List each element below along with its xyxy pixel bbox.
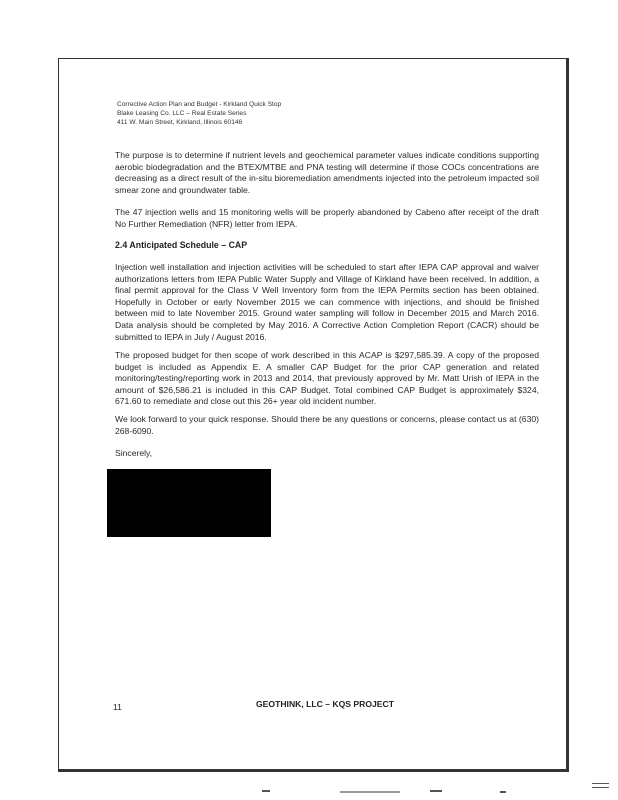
section-heading: 2.4 Anticipated Schedule – CAP [115, 240, 248, 250]
paragraph-schedule: Injection well installation and injection activities will be scheduled to start after IEPA CAP approval and waiver authorizations letters from IEPA Public Water Supply and Village of Kirkland have been received. In addition, a final permit approval for the Class V Well Inventory form from the IEPA Permits section has been obtained. Hopefully in October or early November 2015 we can commence with injections, and should be finished between mid to late November 2015. Ground water sampling will follow in December 2015 and March 2016. Data analysis should be completed by May 2016. A Corrective Action Completion Report (CACR) should be submitted to IEPA in July / August 2016. [115, 262, 539, 342]
scan-corner-mark [592, 783, 609, 788]
footer-company: GEOTHINK, LLC – KQS PROJECT [256, 699, 394, 709]
redacted-signature [107, 469, 271, 537]
page-number: 11 [113, 702, 122, 712]
header-line-project: Corrective Action Plan and Budget - Kirkland Quick Stop [117, 101, 282, 108]
document-header [117, 100, 477, 127]
header-line-client: Blake Leasing Co. LLC – Real Estate Series [117, 110, 247, 117]
closing-salutation: Sincerely, [115, 448, 153, 458]
header-line-address: 411 W. Main Street, Kirkland, Illinois 60146 [117, 119, 243, 126]
paragraph-budget: The proposed budget for then scope of work described in this ACAP is $297,585.39. A copy of the proposed budget is included as Appendix E. A smaller CAP Budget for the prior CAP generation and related monitoring/testing/reporting work in 2013 and 2014, that previously approved by Mr. Matt Urish of IEPA in the amount of $26,586.21 is included in this CAP Budget. Total combined CAP Budget is approximately $324, 671.60 to remediate and close out this 26+ year old incident number. [115, 350, 539, 407]
scan-artifact [430, 790, 442, 792]
scan-artifact [262, 790, 270, 792]
scan-artifact [340, 791, 400, 793]
scan-artifact [500, 791, 506, 793]
paragraph-purpose: The purpose is to determine if nutrient levels and geochemical parameter values indicate conditions supporting aerobic biodegradation and the BTEX/MTBE and PNA testing will determine if those COCs concentrations are decreasing as a direct result of the in-situ bioremediation amendments injected into the petroleum impacted soil smear zone and groundwater table. [115, 150, 539, 195]
paragraph-contact: We look forward to your quick response. Should there be any questions or concerns, please contact us at (630) 268-6090. [115, 414, 539, 436]
paragraph-abandonment: The 47 injection wells and 15 monitoring wells will be properly abandoned by Cabeno after receipt of the draft No Further Remediation (NFR) letter from IEPA. [115, 207, 539, 229]
